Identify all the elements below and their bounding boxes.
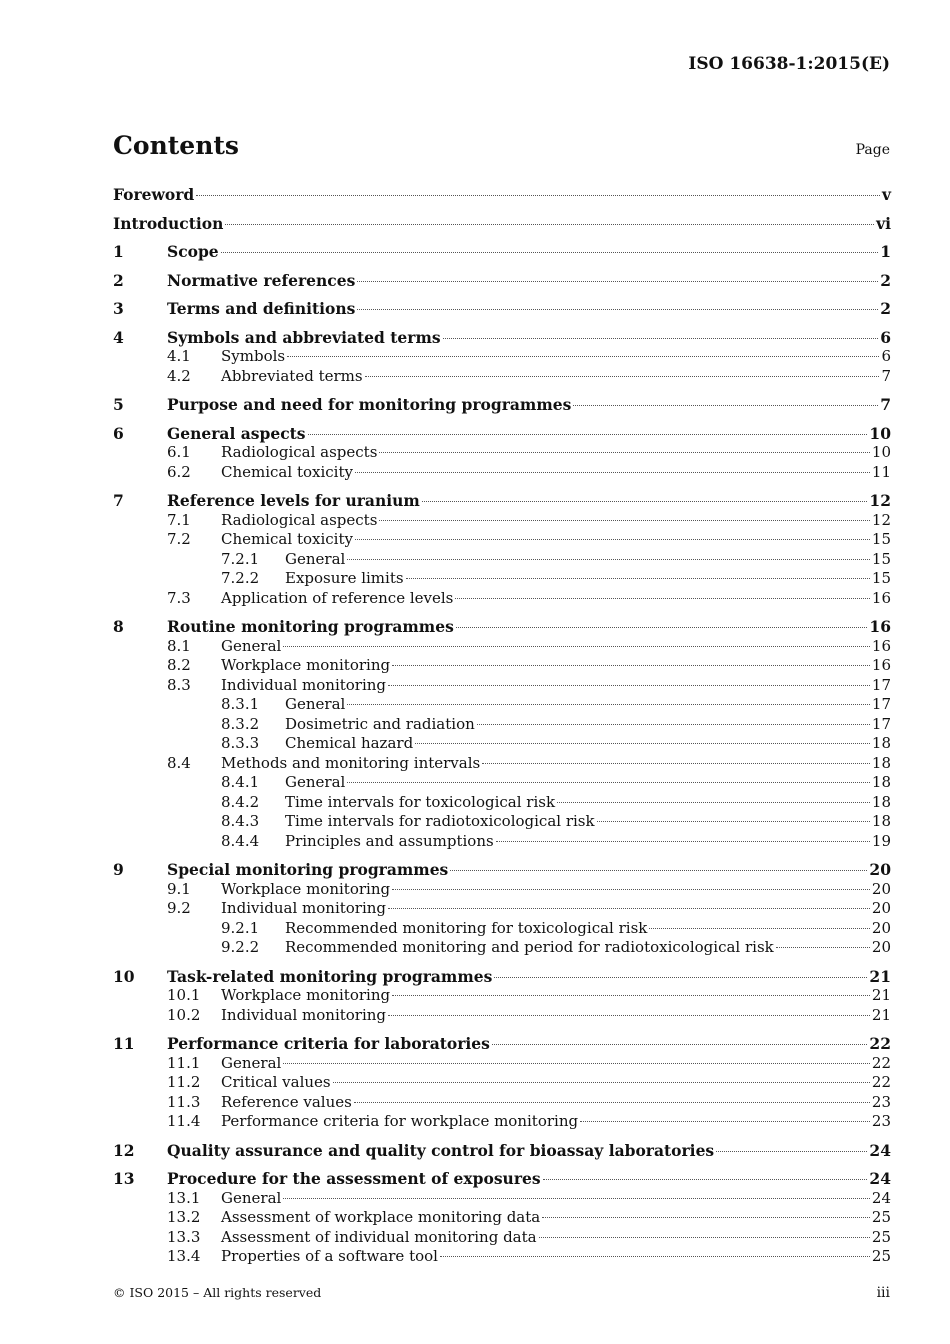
toc-entry-page: 25 [871, 1227, 891, 1246]
toc-entry-page: 24 [869, 1140, 891, 1160]
toc-entry-page: 2 [880, 299, 891, 318]
dot-leader [450, 870, 867, 871]
toc-entry-page: 22 [871, 1053, 891, 1072]
toc-entry-title: Methods and monitoring intervals [221, 753, 481, 772]
toc-entry-number: 3 [113, 299, 124, 318]
toc-entry-title: Introduction [113, 213, 224, 233]
toc-entry-page: 23 [871, 1112, 891, 1130]
dot-leader [225, 224, 874, 225]
dot-leader [283, 1063, 870, 1064]
toc-entry-number: 8 [113, 617, 124, 636]
dot-leader [196, 195, 880, 196]
dot-leader [287, 356, 879, 357]
toc-entry[interactable] [113, 214, 891, 234]
toc-entry[interactable] [113, 1189, 891, 1209]
dot-leader [557, 802, 870, 803]
toc-entry-number: 6.1 [167, 443, 191, 461]
toc-entry[interactable] [113, 1169, 891, 1189]
dot-leader [392, 995, 870, 996]
toc-entry-number: 7.1 [167, 510, 191, 529]
toc-entry-page: 20 [871, 899, 891, 917]
toc-entry-page: 17 [871, 714, 891, 733]
toc-entry-page: 23 [871, 1092, 891, 1111]
toc-entry[interactable] [113, 832, 891, 852]
dot-leader [443, 338, 879, 339]
toc-entry[interactable] [113, 328, 891, 348]
dot-leader [388, 1015, 870, 1016]
toc-entry-number: 6 [113, 423, 124, 443]
toc-entry-number: 9.2 [167, 899, 191, 917]
toc-entry[interactable] [113, 1247, 891, 1267]
toc-entry-page: 16 [869, 617, 891, 636]
toc-entry-page: 21 [871, 1005, 891, 1024]
toc-entry-page: 20 [871, 918, 891, 937]
toc-entry[interactable] [113, 1228, 891, 1248]
dot-leader [355, 472, 870, 473]
dot-leader [415, 743, 870, 744]
dot-leader [716, 1151, 867, 1152]
toc-entry-page: 16 [871, 588, 891, 607]
dot-leader [355, 539, 870, 540]
dot-leader [357, 281, 878, 282]
dot-leader [542, 1217, 870, 1218]
toc-entry[interactable] [113, 1034, 891, 1054]
toc-entry-title: General [285, 549, 346, 568]
toc-entry-title: Task-related monitoring programmes [167, 966, 493, 986]
toc-entry[interactable] [113, 1006, 891, 1026]
dot-leader [379, 452, 870, 453]
toc-entry-page: v [881, 185, 891, 204]
toc-entry-page: 18 [871, 792, 891, 811]
toc-entry-title: Radiological aspects [221, 510, 378, 529]
dot-leader [496, 841, 870, 842]
toc-entry-number: 13.2 [167, 1208, 201, 1226]
toc-entry-page: 10 [871, 443, 891, 461]
toc-entry-title: Purpose and need for monitoring programmes [167, 395, 572, 414]
toc-entry-page: 6 [880, 327, 891, 347]
copyright-notice: © ISO 2015 – All rights reserved [113, 1285, 322, 1300]
toc-entry[interactable] [113, 589, 891, 609]
toc-entry-title: General [285, 773, 346, 791]
toc-entry-title: Chemical hazard [285, 734, 414, 752]
toc-entry-page: 1 [880, 242, 891, 261]
toc-entry-page: 7 [881, 366, 891, 385]
toc-entry-title: Performance criteria for workplace monitoring [221, 1112, 579, 1130]
dot-leader [440, 1256, 870, 1257]
toc-entry-title: General [221, 1053, 282, 1072]
toc-entry-title: General aspects [167, 423, 306, 443]
toc-entry-page: 20 [871, 879, 891, 898]
dot-leader [283, 1198, 870, 1199]
toc-entry-title: Properties of a software tool [221, 1247, 438, 1265]
toc-entry[interactable] [113, 1112, 891, 1132]
contents-heading: Contents [113, 131, 240, 160]
toc-entry[interactable] [113, 511, 891, 531]
toc-entry[interactable] [113, 715, 891, 735]
toc-entry-title: Scope [167, 242, 219, 261]
toc-entry-page: vi [876, 213, 891, 233]
dot-leader [456, 627, 868, 628]
toc-entry-page: 18 [871, 812, 891, 830]
toc-entry-title: Individual monitoring [221, 675, 387, 694]
toc-entry-title: Chemical toxicity [221, 462, 353, 481]
dot-leader [455, 598, 870, 599]
toc-entry[interactable] [113, 637, 891, 657]
toc-entry-title: Exposure limits [285, 569, 404, 587]
dot-leader [379, 520, 870, 521]
toc-entry-number: 2 [113, 270, 124, 290]
dot-leader [776, 947, 870, 948]
dot-leader [539, 1237, 870, 1238]
toc-entry-number: 9.2.2 [221, 938, 260, 956]
dot-leader [347, 559, 870, 560]
toc-entry-title: Application of reference levels [221, 588, 454, 607]
toc-entry[interactable] [113, 185, 891, 205]
toc-entry-number: 4.2 [167, 366, 191, 385]
toc-entry-title: Time intervals for radiotoxicological risk [285, 812, 595, 830]
dot-leader [543, 1179, 868, 1180]
toc-entry[interactable] [113, 271, 891, 291]
dot-leader [308, 434, 868, 435]
toc-entry-title: Foreword [113, 185, 195, 204]
toc-entry-number: 8.3.1 [221, 695, 260, 713]
toc-entry-title: Chemical toxicity [221, 530, 353, 548]
toc-entry[interactable] [113, 463, 891, 483]
toc-entry[interactable] [113, 1073, 891, 1093]
toc-entry[interactable] [113, 812, 891, 832]
dot-leader [392, 889, 870, 890]
toc-entry-number: 8.4.3 [221, 812, 260, 830]
dot-leader [221, 252, 879, 253]
toc-entry-page: 6 [881, 347, 891, 365]
toc-entry-number: 8.1 [167, 636, 191, 655]
toc-entry-number: 9.1 [167, 879, 191, 898]
toc-entry-title: Assessment of individual monitoring data [221, 1227, 537, 1246]
toc-entry-page: 20 [871, 938, 891, 956]
toc-entry-page: 16 [871, 656, 891, 674]
toc-entry-title: Reference levels for uranium [167, 491, 420, 510]
toc-entry-page: 11 [871, 462, 891, 481]
toc-entry-number: 4.1 [167, 347, 191, 365]
toc-entry-number: 13.4 [167, 1247, 201, 1265]
toc-entry-page: 15 [871, 549, 891, 568]
toc-entry-page: 15 [871, 530, 891, 548]
toc-entry-number: 7.2 [167, 530, 191, 548]
toc-entry-title: Reference values [221, 1092, 352, 1111]
toc-entry-number: 7.2.1 [221, 549, 260, 568]
dot-leader [482, 763, 870, 764]
toc-entry-title: Workplace monitoring [221, 656, 391, 674]
toc-entry[interactable] [113, 656, 891, 676]
dot-leader [649, 928, 870, 929]
toc-entry-page: 20 [869, 860, 891, 879]
toc-entry-title: General [221, 636, 282, 655]
dot-leader [347, 782, 870, 783]
dot-leader [283, 646, 870, 647]
toc-entry-number: 11 [113, 1034, 135, 1053]
toc-entry-page: 24 [871, 1188, 891, 1207]
toc-entry-number: 11.1 [167, 1053, 201, 1072]
toc-entry-title: Individual monitoring [221, 1005, 387, 1024]
toc-entry-page: 18 [871, 734, 891, 752]
toc-entry[interactable] [113, 530, 891, 550]
dot-leader [580, 1121, 870, 1122]
toc-entry-page: 17 [871, 695, 891, 713]
toc-entry-number: 10.2 [167, 1005, 201, 1024]
toc-entry[interactable] [113, 919, 891, 939]
toc-entry[interactable] [113, 1208, 891, 1228]
toc-entry-number: 8.3.2 [221, 714, 260, 733]
toc-entry-number: 8.3 [167, 675, 191, 694]
toc-entry-page: 18 [871, 773, 891, 791]
toc-entry[interactable] [113, 569, 891, 589]
toc-entry-number: 12 [113, 1140, 135, 1160]
toc-entry-number: 8.4.1 [221, 773, 260, 791]
toc-entry-title: Assessment of workplace monitoring data [221, 1208, 541, 1226]
dot-leader [477, 724, 870, 725]
toc-entry-number: 7.3 [167, 588, 191, 607]
toc-entry-number: 11.4 [167, 1112, 201, 1130]
toc-entry[interactable] [113, 242, 891, 262]
dot-leader [365, 376, 880, 377]
dot-leader [388, 908, 870, 909]
footer-page-number: iii [876, 1285, 890, 1301]
toc-entry-title: Procedure for the assessment of exposures [167, 1169, 541, 1188]
toc-entry-title: Recommended monitoring for toxicological risk [285, 918, 648, 937]
toc-entry[interactable] [113, 880, 891, 900]
dot-leader [573, 405, 878, 406]
toc-entry[interactable] [113, 395, 891, 415]
toc-entry-title: Quality assurance and quality control for bioassay laboratories [167, 1140, 715, 1160]
toc-entry[interactable] [113, 367, 891, 387]
toc-entry-number: 8.4.4 [221, 831, 260, 850]
toc-entry-title: Dosimetric and radiation [285, 714, 475, 733]
toc-entry-title: Principles and assumptions [285, 831, 494, 850]
toc-entry-number: 7.2.2 [221, 569, 260, 587]
toc-entry-page: 7 [880, 395, 891, 414]
toc-entry[interactable] [113, 550, 891, 570]
toc-entry-title: Workplace monitoring [221, 986, 391, 1004]
toc-entry-number: 11.3 [167, 1092, 201, 1111]
toc-entry-page: 21 [871, 986, 891, 1004]
dot-leader [492, 1044, 868, 1045]
toc-entry-number: 7 [113, 491, 124, 510]
toc-entry-page: 24 [869, 1169, 891, 1188]
toc-entry-page: 25 [871, 1208, 891, 1226]
toc-entry-number: 1 [113, 242, 124, 261]
toc-entry[interactable] [113, 1054, 891, 1074]
toc-entry-page: 17 [871, 675, 891, 694]
dot-leader [347, 704, 870, 705]
toc-entry-title: Radiological aspects [221, 443, 378, 461]
toc-entry-title: Symbols [221, 347, 286, 365]
toc-entry-title: Routine monitoring programmes [167, 617, 454, 636]
toc-entry[interactable] [113, 899, 891, 919]
dot-leader [422, 501, 868, 502]
toc-entry-number: 5 [113, 395, 124, 414]
toc-entry[interactable] [113, 695, 891, 715]
dot-leader [388, 685, 870, 686]
toc-entry-number: 8.4 [167, 753, 191, 772]
toc-entry-number: 10 [113, 966, 135, 986]
toc-entry[interactable] [113, 299, 891, 319]
toc-entry-number: 8.3.3 [221, 734, 260, 752]
dot-leader [597, 821, 870, 822]
toc-entry[interactable] [113, 734, 891, 754]
dot-leader [354, 1102, 870, 1103]
dot-leader [333, 1082, 870, 1083]
toc-entry-number: 11.2 [167, 1073, 201, 1091]
toc-entry-page: 19 [871, 831, 891, 850]
toc-entry[interactable] [113, 424, 891, 444]
toc-entry-number: 9.2.1 [221, 918, 260, 937]
toc-entry-number: 6.2 [167, 462, 191, 481]
toc-entry-number: 8.2 [167, 656, 191, 674]
toc-entry-title: Symbols and abbreviated terms [167, 327, 441, 347]
toc-entry[interactable] [113, 1093, 891, 1113]
toc-entry-title: Individual monitoring [221, 899, 387, 917]
toc-entry-title: Recommended monitoring and period for radiotoxicological risk [285, 938, 774, 956]
toc-entry[interactable] [113, 967, 891, 987]
toc-entry[interactable] [113, 347, 891, 367]
toc-entry-title: Special monitoring programmes [167, 860, 449, 879]
toc-entry[interactable] [113, 443, 891, 463]
toc-entry-title: Terms and definitions [167, 299, 356, 318]
toc-entry-number: 4 [113, 327, 124, 347]
toc-entry[interactable] [113, 617, 891, 637]
toc-entry[interactable] [113, 773, 891, 793]
toc-entry-title: Time intervals for toxicological risk [285, 792, 556, 811]
toc-entry-number: 13.1 [167, 1188, 201, 1207]
toc-entry-page: 25 [871, 1247, 891, 1265]
toc-entry-page: 12 [871, 510, 891, 529]
toc-entry-page: 2 [880, 270, 891, 290]
toc-entry-title: Performance criteria for laboratories [167, 1034, 490, 1053]
dot-leader [406, 578, 870, 579]
toc-entry-page: 15 [871, 569, 891, 587]
toc-entry-title: Workplace monitoring [221, 879, 391, 898]
toc-entry[interactable] [113, 860, 891, 880]
page-column-label: Page [855, 142, 890, 158]
toc-entry[interactable] [113, 1141, 891, 1161]
toc-entry-title: Abbreviated terms [221, 366, 363, 385]
toc-entry[interactable] [113, 938, 891, 958]
dot-leader [392, 665, 870, 666]
toc-entry-title: General [221, 1188, 282, 1207]
toc-entry-page: 22 [871, 1073, 891, 1091]
toc-entry[interactable] [113, 491, 891, 511]
dot-leader [357, 309, 878, 310]
table-of-contents [113, 185, 891, 1267]
toc-entry-title: General [285, 695, 346, 713]
toc-entry-page: 18 [871, 753, 891, 772]
toc-entry-title: Critical values [221, 1073, 331, 1091]
toc-entry-number: 13.3 [167, 1227, 201, 1246]
toc-entry-title: Normative references [167, 270, 356, 290]
document-id: ISO 16638-1:2015(E) [688, 54, 890, 74]
toc-entry[interactable] [113, 793, 891, 813]
toc-entry-number: 8.4.2 [221, 792, 260, 811]
toc-entry-page: 10 [869, 423, 891, 443]
toc-entry-page: 22 [869, 1034, 891, 1053]
toc-entry-number: 13 [113, 1169, 135, 1188]
toc-entry[interactable] [113, 676, 891, 696]
toc-entry-number: 9 [113, 860, 124, 879]
toc-entry-number: 10.1 [167, 986, 201, 1004]
toc-entry-page: 16 [871, 636, 891, 655]
toc-entry[interactable] [113, 986, 891, 1006]
toc-entry-page: 21 [869, 966, 891, 986]
toc-entry[interactable] [113, 754, 891, 774]
toc-entry-page: 12 [869, 491, 891, 510]
dot-leader [494, 977, 867, 978]
